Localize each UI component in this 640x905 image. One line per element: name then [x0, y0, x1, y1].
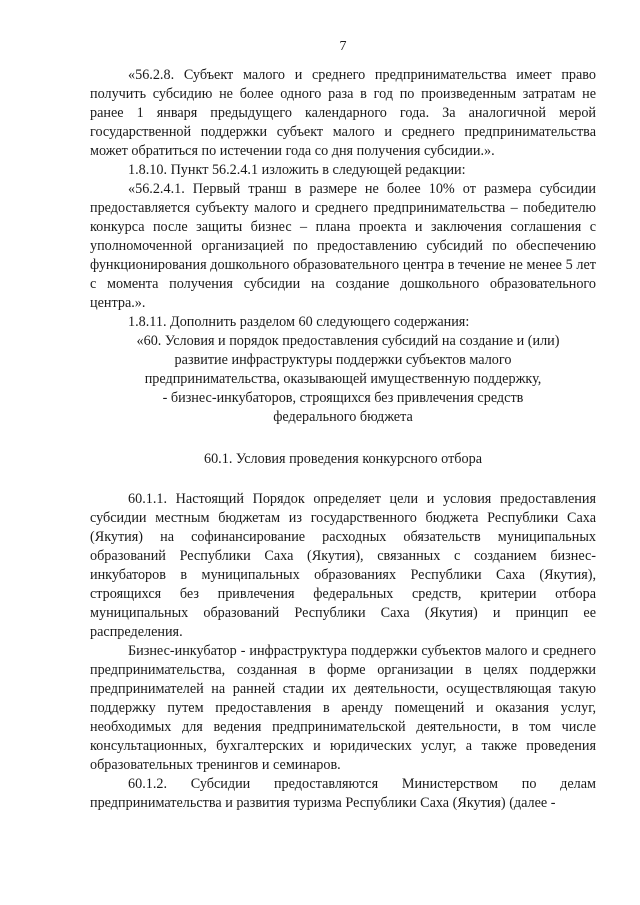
- paragraph-business-incubator-definition: Бизнес-инкубатор - инфраструктура поддержки субъектов малого и среднего предпринимательства, созданная в форме организации в целях поддержки предпринимателей на ранней стадии их деятельности, осуществляющая такую поддержку путем предоставления в аренду помещений и оказания услуг, необходимых для ведения предпринимательской деятельности, в том числе консультационных, бухгалтерских и юридических услуг, а также проведения образовательных тренингов и семинаров.: [90, 643, 596, 773]
- section-heading-line: развитие инфраструктуры поддержки субъектов малого: [174, 352, 512, 368]
- document-body: [90, 66, 596, 813]
- paragraph-1-8-10: 1.8.10. Пункт 56.2.4.1 изложить в следующей редакции:: [128, 162, 466, 178]
- section-60-heading: [90, 332, 596, 427]
- subsection-60-1-title: 60.1. Условия проведения конкурсного отбора: [203, 451, 482, 467]
- section-heading-line: - бизнес-инкубаторов, строящихся без привлечения средств: [162, 390, 524, 406]
- paragraph-56-2-4-1: «56.2.4.1. Первый транш в размере не более 10% от размера субсидии предоставляется субъекту малого и среднего предпринимательства – победителю конкурса после защиты бизнес – плана проекта и заключения соглашения с уполномоченной организацией по предоставлению субсидий по обеспечению функционирования дошкольного образовательного центра в течение не менее 5 лет с момента получения субсидии на создание дошкольного образовательного центра.».: [90, 181, 596, 311]
- paragraph-60-1-1: 60.1.1. Настоящий Порядок определяет цели и условия предоставления субсидии местным бюджетам из государственного бюджета Республики Саха (Якутия) на софинансирование расходных обязательств муниципальных образований Республики Саха (Якутия), связанных с созданием бизнес-инкубаторов в муниципальных образованиях Республики Саха (Якутия), строящихся без привлечения федеральных средств, критерии отбора муниципальных образований Республики Саха (Якутия) и принцип ее распределения.: [90, 491, 596, 640]
- paragraph-56-2-8: «56.2.8. Субъект малого и среднего предпринимательства имеет право получить субсидию не более одного раза в год по произведенным затратам не ранее 1 января предыдущего календарного года. За аналогичной мерой государственной поддержки субъект малого и среднего предпринимательства может обратиться по истечении года со дня получения субсидии.».: [90, 67, 596, 159]
- section-heading-line: предпринимательства, оказывающей имущественную поддержку,: [144, 371, 542, 387]
- section-heading-line: «60. Условия и порядок предоставления субсидий на создание и (или): [136, 333, 560, 349]
- paragraph-60-1-2: 60.1.2. Субсидии предоставляются Министерством по делам предпринимательства и развития туризма Республики Саха (Якутия) (далее -: [90, 776, 596, 811]
- section-heading-line: федерального бюджета: [273, 409, 413, 425]
- page-number: 7: [339, 39, 347, 54]
- document-page: [90, 0, 596, 905]
- paragraph-1-8-11: 1.8.11. Дополнить разделом 60 следующего содержания:: [128, 314, 470, 330]
